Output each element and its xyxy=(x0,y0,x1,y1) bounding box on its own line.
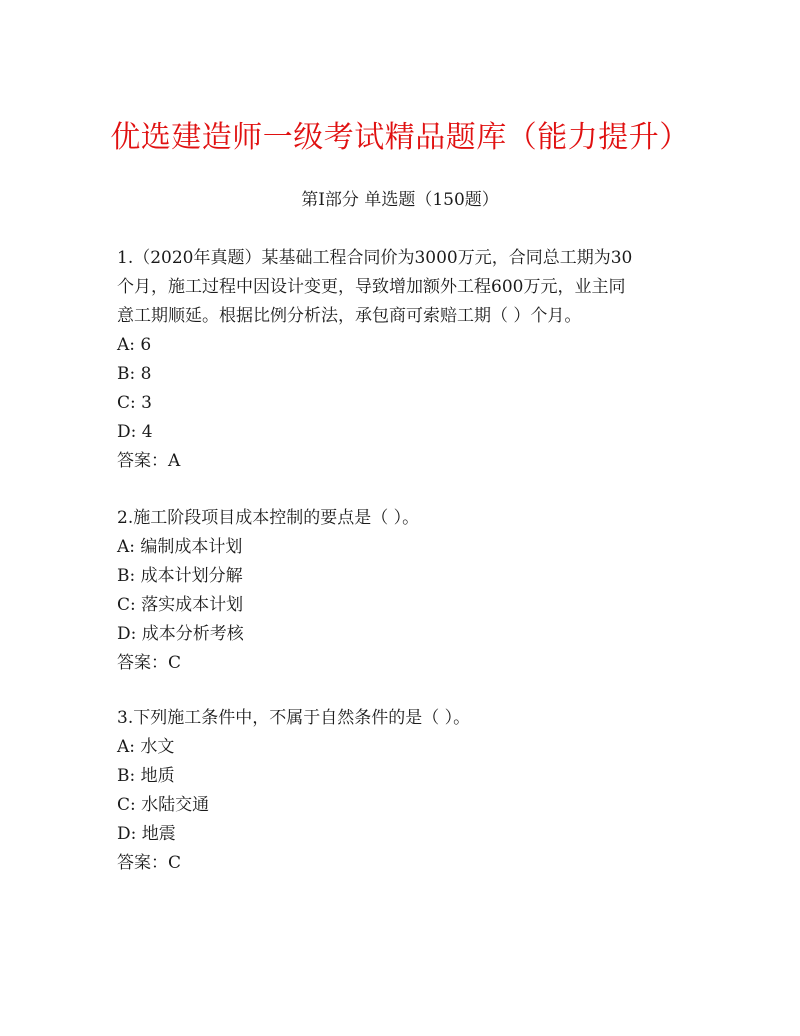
option-b: B: 8 xyxy=(117,364,152,384)
option-a: A: 6 xyxy=(117,335,152,355)
question-stem xyxy=(117,244,677,331)
option-a: A: 水文 xyxy=(117,737,175,757)
option-c: C: 水陆交通 xyxy=(117,795,210,815)
option-d: D: 成本分析考核 xyxy=(117,624,244,644)
option-a: A: 编制成本计划 xyxy=(117,537,243,557)
question-2 xyxy=(117,504,677,678)
document-title: 优选建造师一级考试精品题库（能力提升） xyxy=(110,120,690,155)
option-c: C: 3 xyxy=(117,393,152,413)
answer-line: 答案：A xyxy=(117,451,181,471)
option-b: B: 成本计划分解 xyxy=(117,566,243,586)
question-stem-line: 个月，施工过程中因设计变更，导致增加额外工程600万元，业主同 xyxy=(117,277,626,297)
option-d: D: 4 xyxy=(117,422,153,442)
answer-line: 答案：C xyxy=(117,653,182,673)
question-3 xyxy=(117,704,677,878)
answer-line: 答案：C xyxy=(117,853,182,873)
question-stem-line: 意工期顺延。根据比例分析法，承包商可索赔工期（ ）个月。 xyxy=(117,306,582,326)
question-stem xyxy=(117,704,677,733)
question-stem-line: 1.（2020年真题）某基础工程合同价为3000万元，合同总工期为30 xyxy=(117,248,633,268)
question-stem-line: 2.施工阶段项目成本控制的要点是（ ）。 xyxy=(117,508,420,528)
option-d: D: 地震 xyxy=(117,824,176,844)
question-stem-line: 3.下列施工条件中，不属于自然条件的是（ ）。 xyxy=(117,708,471,728)
section-heading: 第Ⅰ部分 单选题（150题） xyxy=(301,190,499,210)
question-1 xyxy=(117,244,677,476)
option-b: B: 地质 xyxy=(117,766,175,786)
option-c: C: 落实成本计划 xyxy=(117,595,244,615)
question-stem xyxy=(117,504,677,533)
